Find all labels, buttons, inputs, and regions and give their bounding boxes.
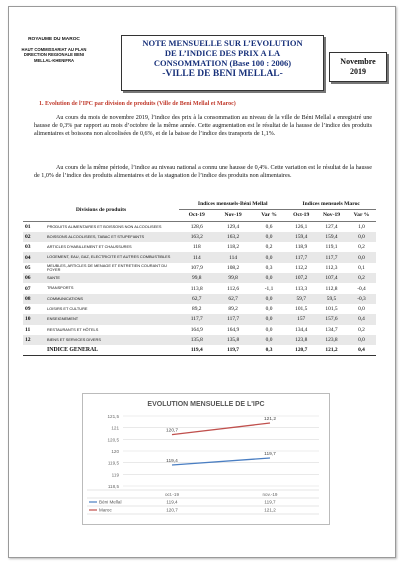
row-value: 99,8 [179,273,215,283]
row-value: 114 [179,252,215,262]
row-code: 01 [25,223,31,230]
row-value: 112,8 [325,285,338,292]
row-value: 112,2 [295,264,308,271]
col-header-beni-var: Var % [261,212,277,219]
data-table-value: 120,7 [166,507,178,513]
chart-title: EVOLUTION MENSUELLE DE L'IPC [147,401,265,408]
col-header-beni-nov: Nov-19 [224,212,242,219]
table-body [23,221,376,345]
row-value: 0,6 [265,223,273,230]
total-maroc-var: 0,4 [347,345,376,356]
data-label: 120,7 [165,428,179,434]
row-value: 0,0 [252,294,287,304]
row-value: 101,5 [325,306,338,313]
row-value: 117,7 [215,314,252,324]
row-code: 02 [23,232,45,242]
row-label: SANTE [45,273,179,283]
row-label: MEUBLES, ARTICLES DE MENAGE ET ENTRETIEN COURANT DU FOYER [47,262,167,272]
row-value: 0,1 [358,264,365,271]
data-label: 119,4 [166,459,178,464]
row-value: 1,0 [358,223,365,230]
row-value: 117,7 [316,252,347,262]
row-value: 0,0 [252,335,287,345]
row-value: 62,7 [215,294,252,304]
total-label: INDICE GENERAL [45,345,179,356]
org-line-hcp: HAUT COMMISSARIAT AU PLAN [21,47,87,53]
data-label: 119,7 [264,452,276,457]
row-label: BIENS ET SERVICES DIVERS [45,335,179,345]
row-value: 119,1 [325,244,338,251]
total-maroc-oct: 120,7 [286,345,316,356]
row-value: 0,2 [347,273,376,283]
row-label: LOGEMENT, EAU, GAZ, ELECTRICITE ET AUTRES COMBUSTIBLES [45,252,179,262]
paragraph-national: Au cours de la même période, l’indice au niveau national a connu une hausse de 0,4%. Cette variation est le résultat de la hausse de 1,0% de l’indice des produits alimentaires et de la stagnation de l’indice des produits non alimentaires. [34,165,372,180]
table-row [23,304,376,314]
table-row [23,252,376,262]
row-value: 0,0 [265,306,273,313]
row-value: 126,1 [295,223,308,230]
row-code: 06 [23,273,45,283]
group-header-maroc: Indices mensuels Maroc [286,199,376,210]
table-group-header-row [23,199,376,210]
col-header-maroc-nov: Nov-19 [322,212,341,219]
row-value: 0,2 [265,244,273,251]
x-category-label: nov.-19 [262,492,278,497]
row-label: ARTICLES D'HABILLEMENT ET CHAUSSURES [47,244,132,250]
date-year: 2019 [350,67,366,76]
row-value: 113,8 [190,285,203,292]
org-line-direction: DIRECTION REGIONALE BENI [23,52,85,58]
row-value: 107,9 [190,264,203,271]
row-value: 135,8 [215,335,252,345]
row-value: 89,2 [192,306,202,313]
row-value: 101,5 [295,306,308,313]
legend-label: Béni Mellal [99,499,122,505]
row-label: LOISIRS ET CULTURE [47,305,88,311]
table-row [23,294,376,304]
table-total-row [23,345,376,356]
row-value: 0,0 [252,314,287,324]
row-label: BOISSONS ALCOOLISEES, TABAC ET STUPEFIANTS [45,232,179,242]
row-value: 117,7 [286,252,316,262]
row-label: PRODUITS ALIMENTAIRES ET BOISSONS NON ALCOOLISEES [47,223,162,229]
y-tick-label: 121 [111,425,119,431]
row-value: 99,8 [215,273,252,283]
organization-block [13,37,95,63]
row-value: 117,7 [179,314,215,324]
total-maroc-nov: 121,2 [316,345,347,356]
row-code: 08 [23,294,45,304]
row-value: 159,4 [316,232,347,242]
row-value: -0,3 [347,294,376,304]
table-row [23,335,376,345]
legend-label: Maroc [99,507,112,513]
row-value: 113,3 [295,285,308,292]
row-value: 123,8 [286,335,316,345]
row-code: 10 [23,314,45,324]
group-header-beni-mellal: Indices mensuels-Béni Mellal [179,199,286,210]
row-value: 108,2 [227,264,240,271]
row-value: 112,3 [325,264,338,271]
row-value: 107,4 [316,273,347,283]
row-value: 118,9 [295,244,308,251]
row-value: 134,7 [325,326,338,333]
table-row [23,283,376,293]
row-code: 11 [25,326,31,333]
section-title: 1. Evolution de l’IPC par division de produits (Ville de Beni Mellal et Maroc) [39,101,236,107]
data-table-value: 119,4 [166,499,178,505]
row-value: 129,4 [227,223,240,230]
row-value: 62,7 [179,294,215,304]
data-table-value: 121,2 [264,507,276,513]
row-label: RESTAURANTS ET HÔTELS [47,326,99,332]
table-row [23,263,376,273]
total-beni-var: 0,3 [252,345,287,356]
y-tick-label: 120 [111,449,119,454]
y-tick-label: 118,5 [107,484,119,489]
row-value: 0,3 [265,264,273,271]
col-header-maroc-oct: Oct-19 [293,212,310,219]
row-code: 04 [23,252,45,262]
row-value: 0,0 [252,252,287,262]
date-month: Novembre [340,57,376,66]
y-tick-label: 119,5 [107,460,119,466]
row-code: 09 [25,306,31,313]
row-value: 0,4 [347,314,376,324]
row-value: 123,8 [316,335,347,345]
divisions-header: Divisions de produits [75,206,127,213]
org-line-region: MELLAL-KHENIFRA [33,57,74,63]
row-value: 118 [192,244,201,251]
row-value: 127,4 [325,223,338,230]
row-value: 164,9 [190,326,203,333]
y-tick-label: 121,5 [107,414,119,419]
y-tick-label: 120,5 [107,437,119,443]
title-line-1: NOTE MENSUELLE SUR L’EVOLUTION [142,38,303,48]
table-row [23,314,376,324]
table-row [23,325,376,335]
row-value: 157 [286,314,316,324]
row-value: 164,9 [227,326,240,333]
row-code: 03 [25,244,31,251]
row-value: 134,4 [295,326,308,333]
data-table-value: 119,7 [264,499,276,505]
row-value: 128,6 [190,223,203,230]
row-label: COMMUNICATIONS [45,294,179,304]
series-line-maroc [172,423,270,435]
org-line-country: ROYAUME DU MAROC [28,37,80,42]
table-row [23,242,376,252]
ipc-chart-svg [83,394,329,524]
row-value: 163,2 [215,232,252,242]
row-code: 05 [25,264,31,271]
total-beni-oct: 119,4 [179,345,215,356]
row-value: 0,0 [347,232,376,242]
row-value: 0,0 [252,273,287,283]
y-tick-label: 119 [111,472,119,478]
col-header-beni-oct: Oct-19 [188,212,205,219]
ipc-chart [82,393,330,525]
x-category-label: oct.-19 [164,492,180,497]
row-value: 135,8 [179,335,215,345]
row-label: TRANSPORTS [47,285,74,291]
row-value: 157,6 [316,314,347,324]
row-label: ENSEIGNEMENT [45,314,179,324]
row-value: 0,2 [358,244,365,251]
date-box [329,52,387,82]
row-value: -0,4 [357,285,366,292]
table-row [23,232,376,242]
row-code: 12 [23,335,45,345]
title-line-4: -VILLE DE BENI MELLAL- [162,68,283,79]
row-value: 159,4 [286,232,316,242]
row-value: 0,0 [358,306,365,313]
row-value: 59,5 [316,294,347,304]
series-line-beni-mellal [172,458,270,465]
ipc-table [23,199,376,356]
row-value: 59,7 [286,294,316,304]
title-line-3: CONSOMMATION (Base 100 : 2006) [153,58,292,69]
title-line-2: DE L’INDICE DES PRIX A LA [164,48,281,59]
row-value: 114 [215,252,252,262]
row-value: 0,0 [347,252,376,262]
row-value: 163,2 [179,232,215,242]
table-row [23,221,376,232]
total-beni-nov: 119,7 [215,345,252,356]
row-value: 0,0 [265,326,273,333]
table-row [23,273,376,283]
data-label: 121,2 [263,417,277,422]
row-value: 0,0 [252,232,287,242]
row-code: 07 [25,285,31,292]
paragraph-beni-mellal: Au cours du mois de novembre 2019, l’indice des prix à la consommation au niveau de la ville de Béni Mellal a enregistré une hausse de 0,3% par rapport au mois d’octobre de la même année. Cette augmentation est le résultat de la hausse de l’indice des produits alimentaires et boissons non alcoolisées de 0,6%, et de la baisse de l’indice des transports de 1,1%. [34,115,372,138]
col-header-maroc-var: Var % [353,212,370,219]
row-value: -1,1 [264,285,274,292]
row-value: 89,2 [228,306,238,313]
row-value: 107,2 [286,273,316,283]
row-value: 0,0 [347,335,376,345]
row-value: 118,2 [227,244,240,251]
title-box [121,35,324,91]
row-value: 0,2 [358,326,365,333]
row-value: 112,6 [227,285,240,292]
